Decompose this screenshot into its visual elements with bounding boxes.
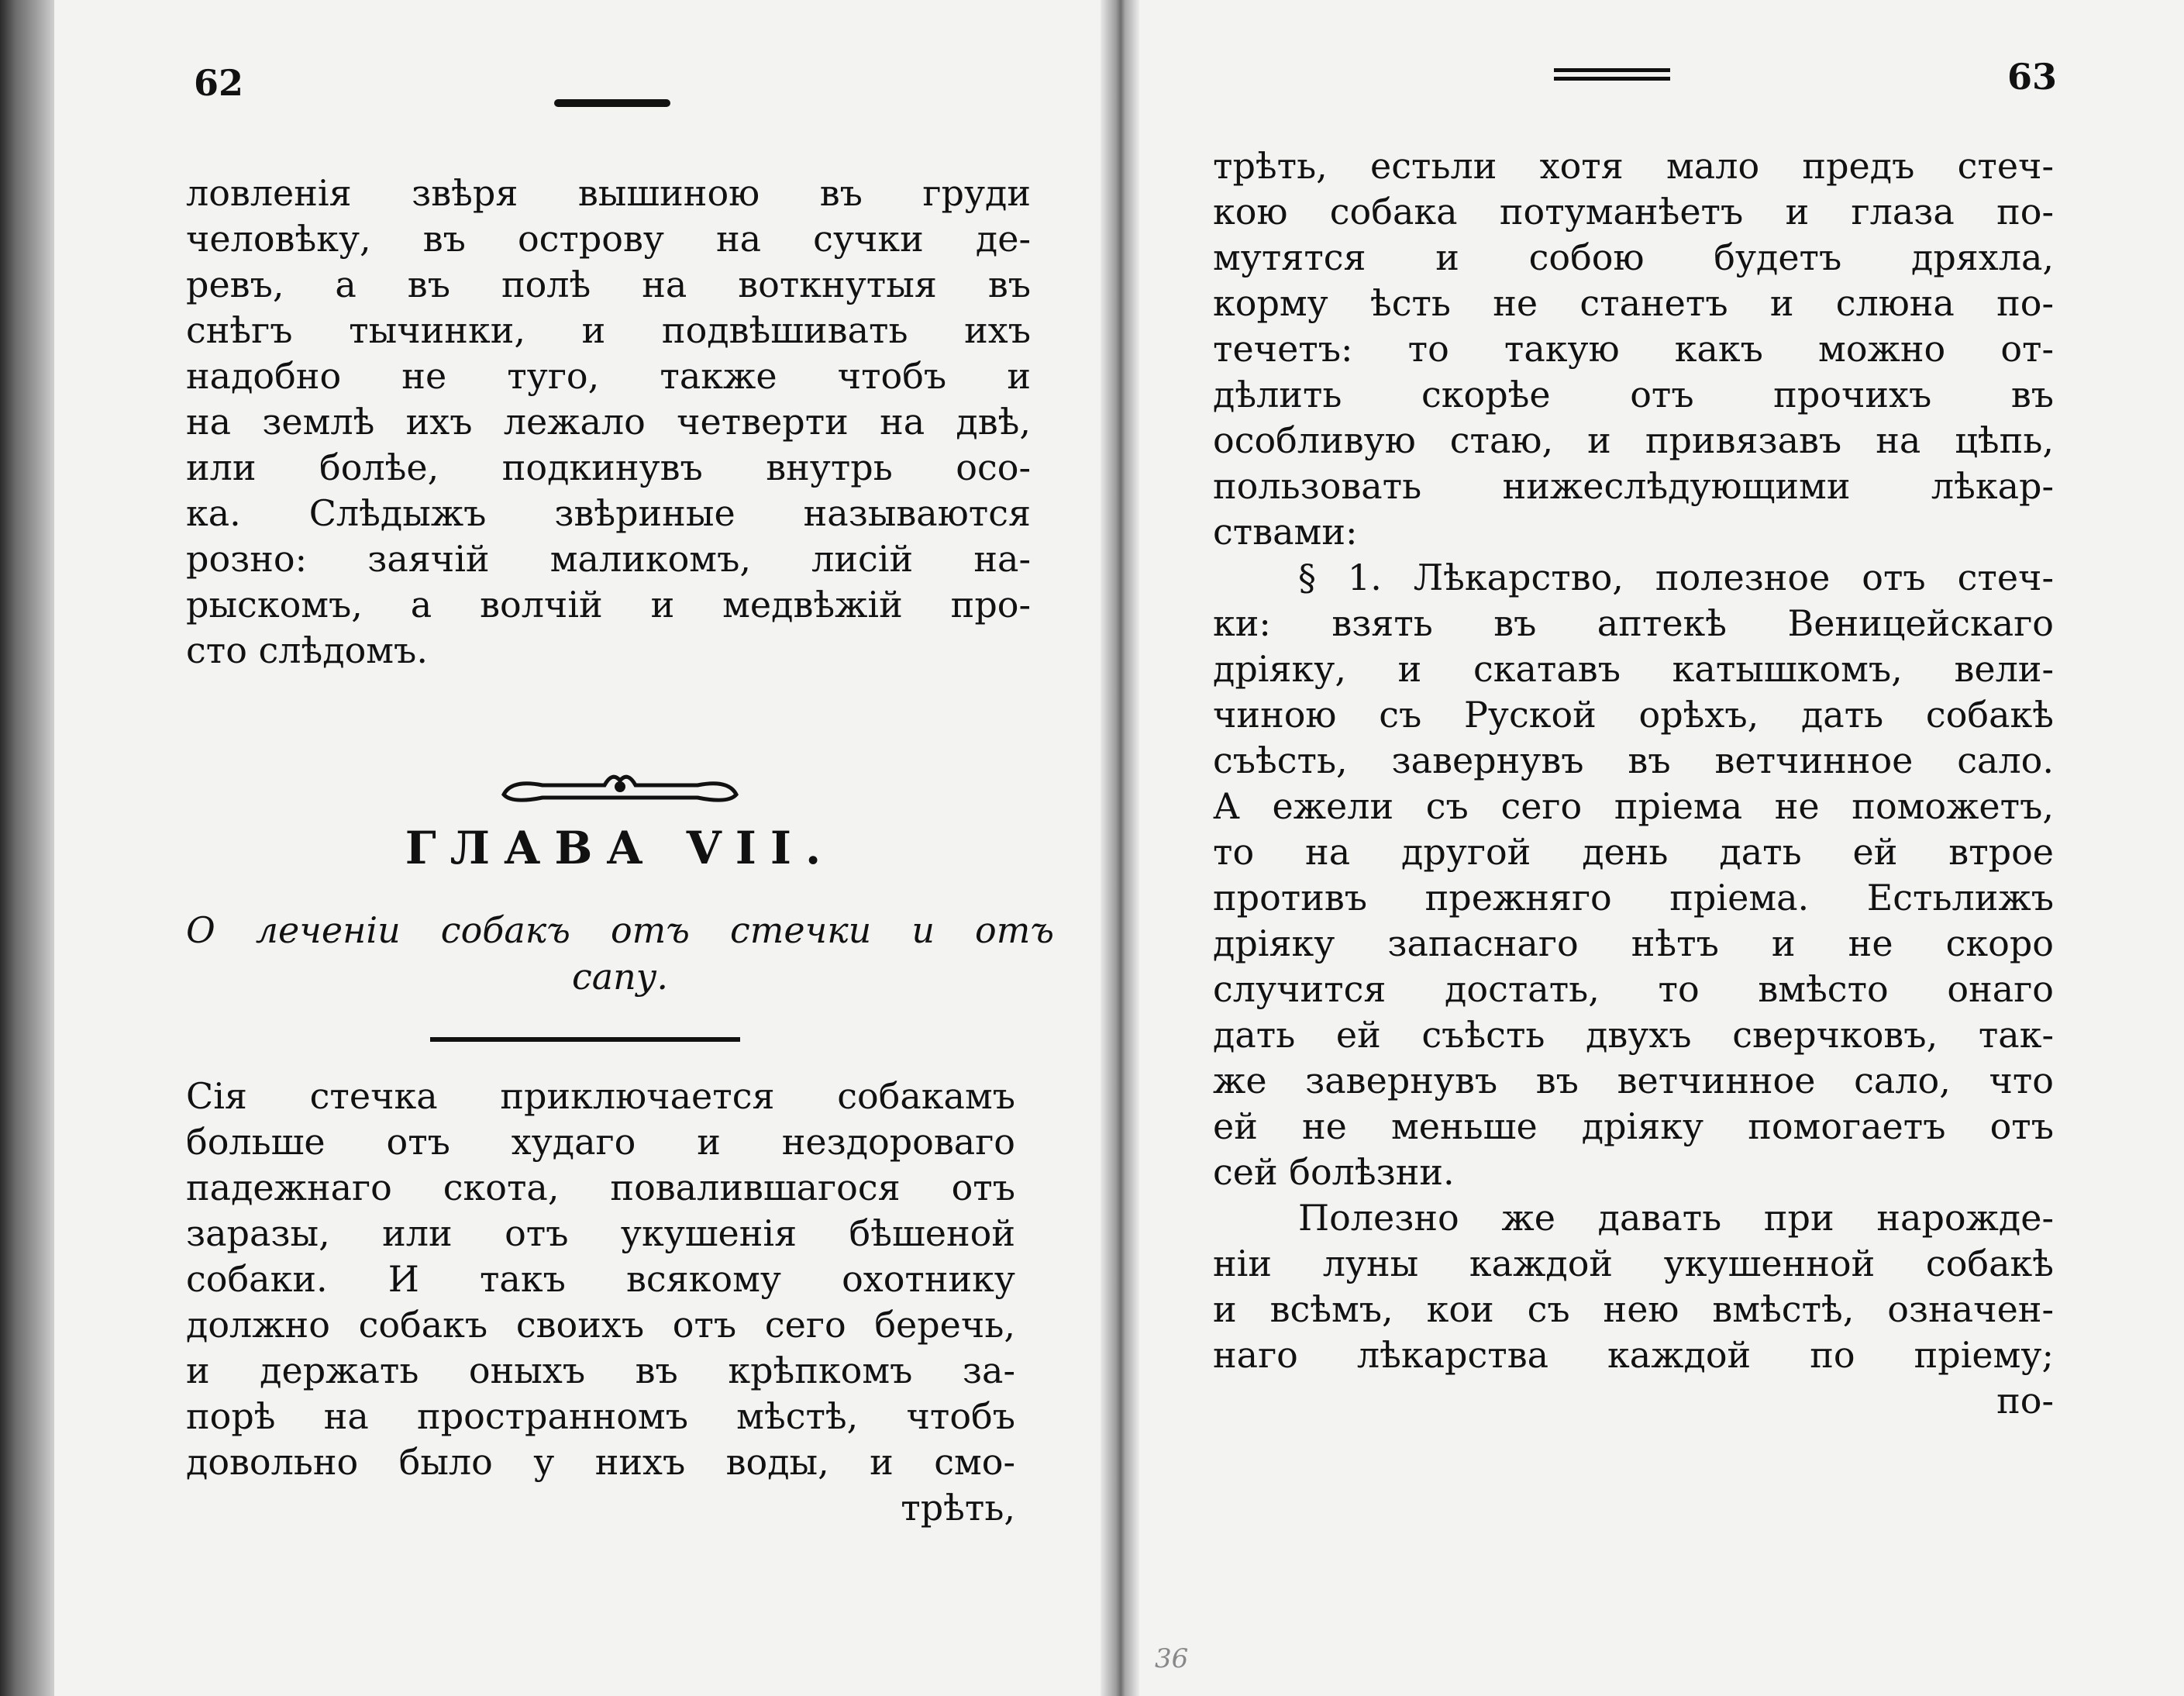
text-line: на землѣ ихъ лежало четверти на двѣ, (186, 401, 1031, 443)
page-number-right: 63 (2007, 56, 2058, 98)
text-line: особливую стаю, и привязавъ на цѣпь, (1213, 419, 2054, 461)
right-text (1213, 143, 2054, 1424)
text-line: Сія стечка приключается собакамъ (186, 1075, 1015, 1117)
header-rule-left (554, 99, 670, 107)
text-line: и держать оныхъ въ крѣпкомъ за- (186, 1350, 1015, 1391)
text-line: надобно не туго, также чтобъ и (186, 355, 1031, 397)
text-line: сей болѣзни. (1213, 1151, 1455, 1193)
text-line: сто слѣдомъ. (186, 629, 428, 671)
text-line: наго лѣкарства каждой по пріему; (1213, 1334, 2054, 1376)
chapter-heading: ГЛАВА VII. (405, 822, 835, 874)
text-line: пользовать нижеслѣдующими лѣкар- (1213, 465, 2054, 507)
text-line: ніи луны каждой укушенной собакѣ (1213, 1243, 2054, 1284)
text-line: дѣлить скорѣе отъ прочихъ въ (1213, 374, 2054, 415)
text-line: течетъ: то такую какъ можно от- (1213, 328, 2054, 370)
text-line: то на другой день дать ей втрое (1213, 831, 2054, 873)
book-edge (0, 0, 54, 1696)
text-line: дать ей съѣсть двухъ сверчковъ, так- (1213, 1014, 2054, 1056)
text-line: ствами: (1213, 511, 1358, 553)
text-line: ки: взять въ аптекѣ Веницейскаго (1213, 602, 2054, 644)
text-line: заразы, или отъ укушенія бѣшеной (186, 1212, 1015, 1254)
subtitle-line: О леченіи собакъ отъ стечки и отъ (186, 909, 1054, 951)
text-line: мутятся и собою будетъ дряхла, (1213, 236, 2054, 278)
text-line: или болѣе, подкинувъ внутрь осо- (186, 446, 1031, 488)
book-gutter (1101, 0, 1139, 1696)
text-line: кою собака потуманѣетъ и глаза по- (1213, 191, 2054, 233)
text-line: дріяку запаснаго нѣтъ и не скоро (1213, 922, 2054, 964)
catchword: трѣть, (901, 1487, 1015, 1529)
text-line: трѣть, естьли хотя мало предъ стеч- (1213, 145, 2054, 187)
text-line: собаки. И такъ всякому охотнику (186, 1258, 1015, 1300)
text-line: чиною съ Руской орѣхъ, дать собакѣ (1213, 694, 2054, 736)
text-line: А ежели съ сего пріема не поможетъ, (1213, 785, 2054, 827)
text-line: Полезно же давать при нарожде- (1298, 1197, 2054, 1239)
text-line: довольно было у нихъ воды, и смо- (186, 1441, 1015, 1483)
text-line: ловленія звѣря вышиною въ груди (186, 172, 1031, 214)
text-line: и всѣмъ, кои съ нею вмѣстѣ, означен- (1213, 1288, 2054, 1330)
text-line: же завернувъ въ ветчинное сало, что (1213, 1060, 2054, 1101)
text-line: противъ прежняго пріема. Естьлижъ (1213, 877, 2054, 919)
text-line: корму ѣсть не станетъ и слюна по- (1213, 282, 2054, 324)
margin-note: 36 (1155, 1643, 1189, 1674)
text-line: больше отъ худаго и нездороваго (186, 1121, 1015, 1163)
text-line: ревъ, а въ полѣ на воткнутыя въ (186, 264, 1031, 305)
text-line: снѣгъ тычинки, и подвѣшивать ихъ (186, 309, 1031, 351)
text-line: рыскомъ, а волчій и медвѣжій про- (186, 584, 1031, 626)
page-number-left: 62 (194, 62, 244, 104)
text-line: съѣсть, завернувъ въ ветчинное сало. (1213, 739, 2054, 781)
header-rule-right (1554, 68, 1670, 85)
chapter-rule (430, 1037, 740, 1042)
text-line: порѣ на пространномъ мѣстѣ, чтобъ (186, 1395, 1015, 1437)
text-line: падежнаго скота, повалившагося отъ (186, 1167, 1015, 1208)
text-line: ка. Слѣдыжъ звѣриные называются (186, 492, 1031, 534)
catchword: по- (1996, 1380, 2054, 1422)
text-line: розно: заячій маликомъ, лисій на- (186, 538, 1031, 580)
text-line: дріяку, и скатавъ катышкомъ, вели- (1213, 648, 2054, 690)
text-line: § 1. Лѣкарство, полезное отъ стеч- (1298, 557, 2054, 598)
text-line: ей не меньше дріяку помогаетъ отъ (1213, 1105, 2054, 1147)
text-line: человѣку, въ острову на сучки де- (186, 218, 1031, 260)
subtitle-line: сапу. (571, 956, 669, 998)
ornament-icon (496, 764, 744, 810)
text-line: случится достать, то вмѣсто онаго (1213, 968, 2054, 1010)
chapter-subtitle (186, 907, 1054, 1000)
left-text-top (186, 171, 1031, 674)
left-text-bottom (186, 1074, 1015, 1531)
text-line: должно собакъ своихъ отъ сего беречь, (186, 1304, 1015, 1346)
